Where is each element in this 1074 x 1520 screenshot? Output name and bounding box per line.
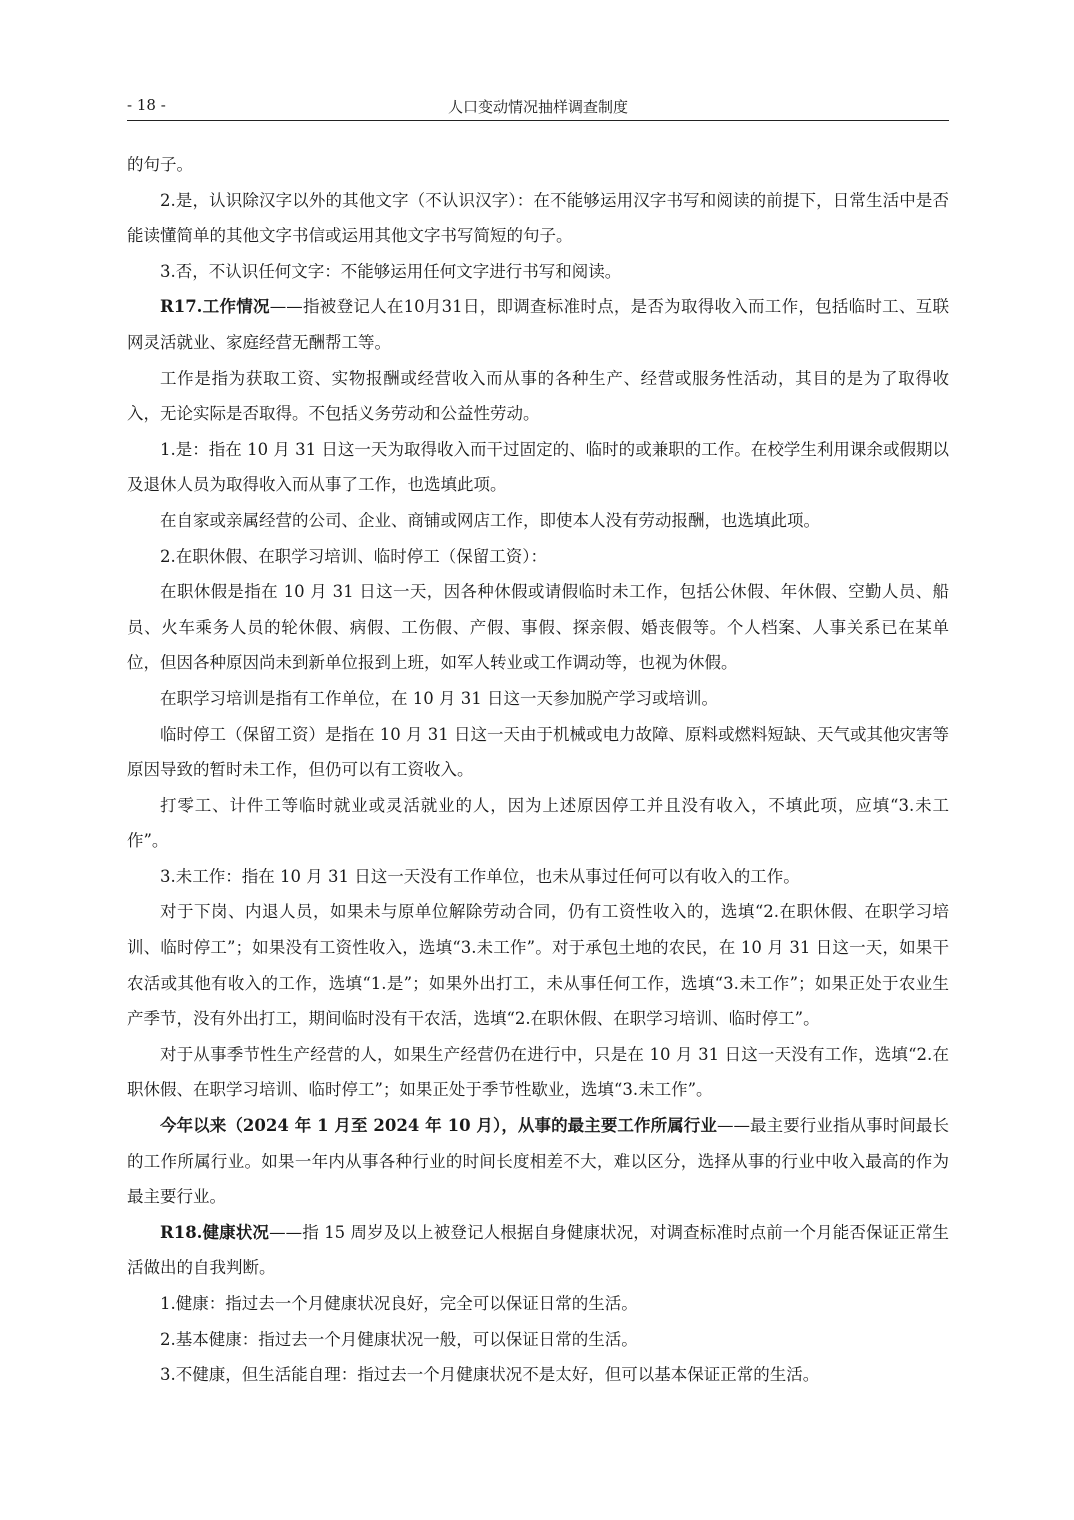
page-number: - 18 -	[127, 96, 166, 114]
page-header	[127, 96, 949, 121]
paragraph: 对于从事季节性生产经营的人，如果生产经营仍在进行中，只是在 10 月 31 日这一天没有工作，选填“2.在职休假、在职学习培训、临时停工”；如果正处于季节性歇业，选填“3.未工作”。	[127, 1044, 949, 1100]
header-title: 人口变动情况抽样调查制度	[447, 98, 628, 116]
paragraph: 3.未工作：指在 10 月 31 日这一天没有工作单位，也未从事过任何可以有收入的工作。	[160, 866, 800, 886]
paragraph: 3.否，不认识任何文字：不能够运用任何文字进行书写和阅读。	[160, 261, 622, 281]
section-heading: 今年以来（2024 年 1 月至 2024 年 10 月），从事的最主要工作所属行业	[160, 1116, 717, 1136]
paragraph: 在职休假是指在 10 月 31 日这一天，因各种休假或请假临时未工作，包括公休假、年休假、空勤人员、船员、火车乘务人员的轮休假、病假、工伤假、产假、事假、探亲假、婚丧假等。个人档案、人事关系已在某单位，但因各种原因尚未到新单位报到上班，如军人转业或工作调动等，也视为休假。	[127, 582, 949, 673]
section-heading: R17.工作情况	[160, 297, 270, 317]
body-text	[127, 147, 949, 1393]
paragraph: 的句子。	[127, 155, 193, 174]
paragraph: 临时停工（保留工资）是指在 10 月 31 日这一天由于机械或电力故障、原料或燃料短缺、天气或其他灾害等原因导致的暂时未工作，但仍可以有工资收入。	[127, 724, 949, 780]
paragraph: 2.是，认识除汉字以外的其他文字（不认识汉字）：在不能够运用汉字书写和阅读的前提下，日常生活中是否能读懂简单的其他文字书信或运用其他文字书写简短的句子。	[127, 190, 949, 246]
paragraph: 在自家或亲属经营的公司、企业、商铺或网店工作，即使本人没有劳动报酬，也选填此项。	[160, 510, 820, 530]
paragraph: R18.健康状况——指 15 周岁及以上被登记人根据自身健康状况，对调查标准时点前一个月能否保证正常生活做出的自我判断。	[127, 1222, 949, 1278]
paragraph: R17.工作情况——指被登记人在10月31日，即调查标准时点，是否为取得收入而工作，包括临时工、互联网灵活就业、家庭经营无酬帮工等。	[127, 297, 949, 352]
paragraph: 2.在职休假、在职学习培训、临时停工（保留工资）：	[160, 546, 547, 566]
paragraph: 对于下岗、内退人员，如果未与原单位解除劳动合同，仍有工资性收入的，选填“2.在职休假、在职学习培训、临时停工”；如果没有工资性收入，选填“3.未工作”。对于承包土地的农民，在 10 月 31 日这一天，如果干农活或其他有收入的工作，选填“1.是”；如果外出打工，未从事任何工作，选填“3.未工作”；如果正处于农业生产季节，没有外出打工，期间临时没有干农活，选填“2.在职休假、在职学习培训、临时停工”。	[127, 902, 949, 1029]
paragraph: 1.健康：指过去一个月健康状况良好，完全可以保证日常的生活。	[160, 1294, 638, 1313]
paragraph: 打零工、计件工等临时就业或灵活就业的人，因为上述原因停工并且没有收入，不填此项，应填“3.未工作”。	[127, 795, 949, 851]
paragraph: 3.不健康，但生活能自理：指过去一个月健康状况不是太好，但可以基本保证正常的生活。	[160, 1365, 820, 1385]
paragraph: 今年以来（2024 年 1 月至 2024 年 10 月），从事的最主要工作所属行业——最主要行业指从事时间最长的工作所属行业。如果一年内从事各种行业的时间长度相差不大，难以区分，选择从事的行业中收入最高的作为最主要行业。	[127, 1116, 949, 1207]
section-heading: R18.健康状况	[160, 1222, 270, 1242]
paragraph: 工作是指为获取工资、实物报酬或经营收入而从事的各种生产、经营或服务性活动，其目的是为了取得收入，无论实际是否取得。不包括义务劳动和公益性劳动。	[127, 368, 949, 424]
paragraph: 2.基本健康：指过去一个月健康状况一般，可以保证日常的生活。	[160, 1329, 638, 1349]
paragraph: 1.是：指在 10 月 31 日这一天为取得收入而干过固定的、临时的或兼职的工作。在校学生利用课余或假期以及退休人员为取得收入而从事了工作，也选填此项。	[127, 439, 949, 495]
paragraph: 在职学习培训是指有工作单位，在 10 月 31 日这一天参加脱产学习或培训。	[160, 688, 718, 708]
